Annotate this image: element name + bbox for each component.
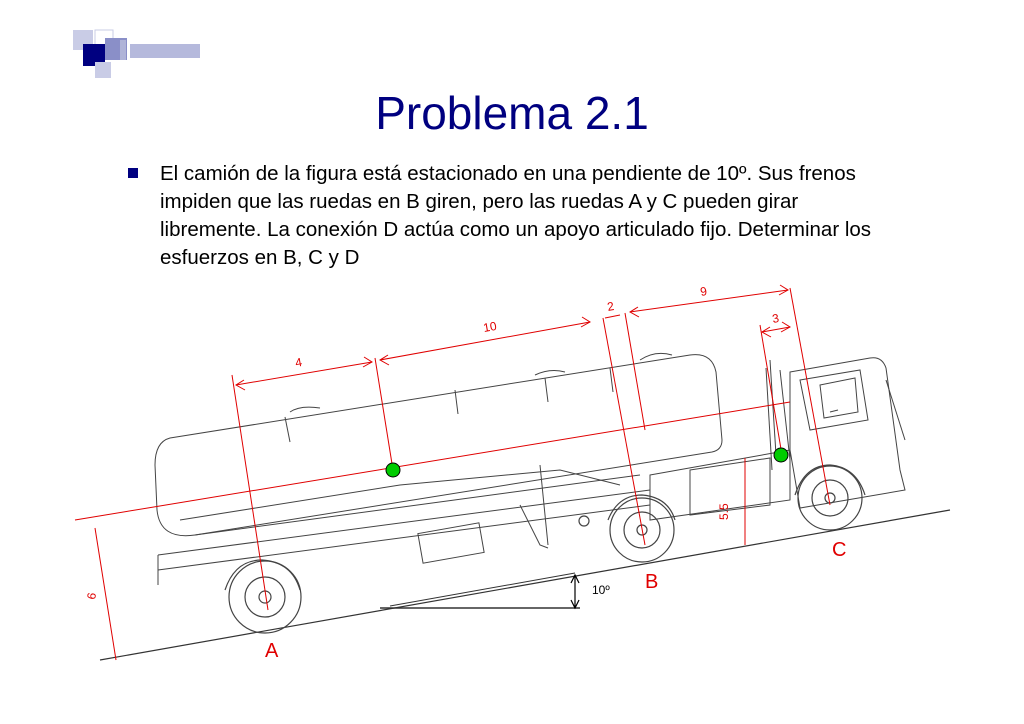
tank-trailer: [155, 353, 790, 585]
dim-label-3: 3: [771, 311, 781, 326]
dim-label-10: 10: [482, 318, 498, 335]
dim-label-5-5: 5.5: [717, 503, 731, 520]
label-b: B: [645, 571, 659, 593]
trailer-center-marker: [386, 463, 400, 477]
wheel-a: [225, 560, 301, 633]
label-c: C: [832, 539, 847, 561]
dimension-lines: [75, 285, 830, 660]
truck-center-marker: [774, 448, 788, 462]
page-title: Problema 2.1: [375, 87, 649, 139]
dim-label-9: 9: [699, 284, 709, 299]
wheel-b: [579, 495, 675, 562]
dim-label-4: 4: [294, 355, 304, 370]
truck-cab: [766, 358, 905, 508]
dim-label-2: 2: [606, 299, 616, 314]
dim-label-6: 6: [84, 591, 100, 601]
slope-angle-label: 10º: [592, 583, 610, 597]
problem-text: El camión de la figura está estacionado en una pendiente de 10º. Sus frenos impiden que las ruedas en B giren, pero las ruedas A y C pueden girar libremente. La conexión D actúa como un apoyo articulado fijo. Determinar los esfuerzos en B, C y D: [160, 162, 872, 269]
slope-angle-indicator: [571, 575, 579, 608]
wheel-c: [795, 465, 865, 530]
label-a: A: [265, 640, 279, 662]
